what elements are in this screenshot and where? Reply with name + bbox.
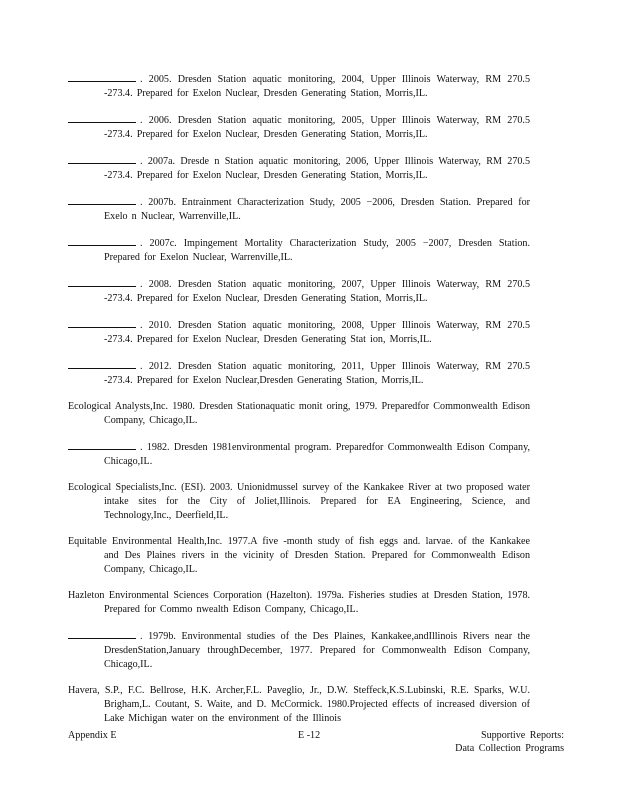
same-author-rule <box>68 318 136 328</box>
reference-text: 2012. Dresden Station aquatic monitoring, 2011, Upper Illinois Waterway, RM 270.5 -273.4. Prepared for Exelon Nuclear,Dresden Generating Station, Morris,IL. <box>104 361 530 386</box>
reference-list <box>68 72 530 738</box>
reference-entry: . 2005. Dresden Station aquatic monitoring, 2004, Upper Illinois Waterway, RM 270.5 -273.4. Prepared for Exelon Nuclear, Dresden Generating Station, Morris,IL. <box>68 72 530 101</box>
reference-text: 1982. Dresden 1981environmental program. Preparedfor Commonwealth Edison Company, Chicago,IL. <box>104 442 530 467</box>
footer-appendix-label: Appendix E <box>68 730 117 741</box>
reference-text: (ESI). 2003. Unionidmussel survey of the Kankakee River at two proposed water intake sites for the City of Joliet,Illinois. Prepared for EA Engineering, Science, and Technology,Inc., Deerfield,IL. <box>104 482 530 521</box>
reference-author: Hazleton Environmental Sciences Corporation (Hazelton). <box>68 590 313 601</box>
reference-entry <box>68 481 530 523</box>
same-author-rule <box>68 629 136 639</box>
reference-author: Equitable Environmental Health,Inc. <box>68 536 223 547</box>
same-author-rule <box>68 113 136 123</box>
reference-text: 1979a. Fisheries studies at Dresden Station, 1978. Prepared for Commo nwealth Edison Company, Chicago,IL. <box>104 590 531 615</box>
footer-page-number: E -12 <box>298 730 321 741</box>
reference-entry: . 1979b. Environmental studies of the Des Plaines, Kankakee,andIllinois Rivers near the DresdenStation,January throughDecember, 1977. Prepared for Commonwealth Edison Company, Chicago,IL. <box>68 629 530 672</box>
reference-text: 2010. Dresden Station aquatic monitoring, 2008, Upper Illinois Waterway, RM 270.5 -273.4. Prepared for Exelon Nuclear, Dresden Generating Stat ion, Morris,IL. <box>104 320 530 345</box>
reference-text: 1980. Dresden Stationaquatic monit oring, 1979. Preparedfor Commonwealth Edison Company, Chicago,IL. <box>104 401 530 426</box>
reference-text: 2006. Dresden Station aquatic monitoring, 2005, Upper Illinois Waterway, RM 270.5 -273.4. Prepared for Exelon Nuclear, Dresden Generating Station, Morris,IL. <box>104 115 530 140</box>
reference-entry: . 2007a. Dresde n Station aquatic monitoring, 2006, Upper Illinois Waterway, RM 270.5 -273.4. Prepared for Exelon Nuclear, Dresden Generating Station, Morris,IL. <box>68 154 530 183</box>
reference-text: 1980.Projected effects of increased diversion of Lake Michigan water on the environment of the Illinois <box>104 699 530 724</box>
footer-section-title-line2: Data Collection Programs <box>455 743 564 754</box>
reference-entry <box>68 535 530 577</box>
same-author-rule <box>68 440 136 450</box>
reference-entry: . 2010. Dresden Station aquatic monitoring, 2008, Upper Illinois Waterway, RM 270.5 -273.4. Prepared for Exelon Nuclear, Dresden Generating Stat ion, Morris,IL. <box>68 318 530 347</box>
reference-text: 2008. Dresden Station aquatic monitoring, 2007, Upper Illinois Waterway, RM 270.5 -273.4. Prepared for Exelon Nuclear, Dresden Generating Station, Morris,IL. <box>104 279 530 304</box>
reference-entry: . 2006. Dresden Station aquatic monitoring, 2005, Upper Illinois Waterway, RM 270.5 -273.4. Prepared for Exelon Nuclear, Dresden Generating Station, Morris,IL. <box>68 113 530 142</box>
same-author-rule <box>68 72 136 82</box>
reference-entry <box>68 684 530 726</box>
reference-text: 2007c. Impingement Mortality Characterization Study, 2005 −2007, Dresden Station. Prepared for Exelon Nuclear, Warrenville,IL. <box>104 238 530 263</box>
reference-author: Ecological Analysts,Inc. <box>68 401 169 412</box>
reference-author: Havera, S.P., F.C. Bellrose, H.K. Archer,F.L. Paveglio, Jr., D.W. Steffeck,K.S.Lubinski, R.E. Sparks, W.U. Brigham,L. Coutant, S. Waite, and D. McCormick. <box>68 685 530 710</box>
footer-section-title-line1: Supportive Reports: <box>480 730 564 741</box>
reference-entry: . 2007c. Impingement Mortality Characterization Study, 2005 −2007, Dresden Station. Prepared for Exelon Nuclear, Warrenville,IL. <box>68 236 530 265</box>
reference-text: 1977.A five -month study of fish eggs and. larvae. of the Kankakee and Des Plaines rivers in the vicinity of Dresden Station. Prepared for Commonwealth Edison Company, Chicago,IL. <box>104 536 530 575</box>
reference-text: 2005. Dresden Station aquatic monitoring, 2004, Upper Illinois Waterway, RM 270.5 -273.4. Prepared for Exelon Nuclear, Dresden Generating Station, Morris,IL. <box>104 74 530 99</box>
reference-author: Ecological Specialists,Inc. <box>68 482 177 493</box>
reference-entry: . 2007b. Entrainment Characterization Study, 2005 −2006, Dresden Station. Prepared for Exelo n Nuclear, Warrenville,IL. <box>68 195 530 224</box>
reference-text: 1979b. Environmental studies of the Des Plaines, Kankakee,andIllinois Rivers near the DresdenStation,January throughDecember, 1977. Prepared for Commonwealth Edison Company, Chicago,IL. <box>104 631 530 670</box>
same-author-rule <box>68 359 136 369</box>
footer-section-title <box>455 729 564 755</box>
reference-text: 2007b. Entrainment Characterization Study, 2005 −2006, Dresden Station. Prepared for Exelo n Nuclear, Warrenville,IL. <box>104 197 530 222</box>
same-author-rule <box>68 154 136 164</box>
reference-entry: . 1982. Dresden 1981environmental program. Preparedfor Commonwealth Edison Company, Chicago,IL. <box>68 440 530 469</box>
reference-text: 2007a. Dresde n Station aquatic monitoring, 2006, Upper Illinois Waterway, RM 270.5 -273.4. Prepared for Exelon Nuclear, Dresden Generating Station, Morris,IL. <box>104 156 530 181</box>
reference-entry <box>68 400 530 428</box>
same-author-rule <box>68 236 136 246</box>
same-author-rule <box>68 277 136 287</box>
same-author-rule <box>68 195 136 205</box>
reference-entry: . 2008. Dresden Station aquatic monitoring, 2007, Upper Illinois Waterway, RM 270.5 -273.4. Prepared for Exelon Nuclear, Dresden Generating Station, Morris,IL. <box>68 277 530 306</box>
reference-entry <box>68 589 530 617</box>
reference-entry: . 2012. Dresden Station aquatic monitoring, 2011, Upper Illinois Waterway, RM 270.5 -273.4. Prepared for Exelon Nuclear,Dresden Generating Station, Morris,IL. <box>68 359 530 388</box>
